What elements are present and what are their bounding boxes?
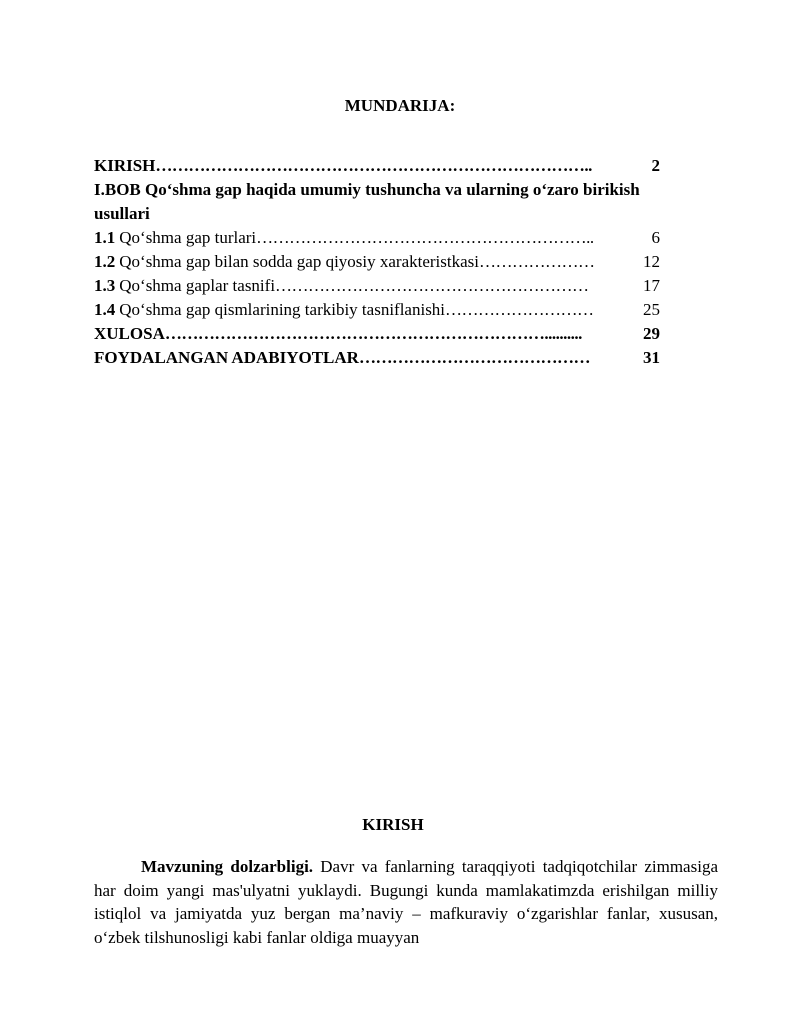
- body-paragraph: [94, 855, 718, 949]
- toc-label: XULOSA: [94, 324, 165, 343]
- toc-label: Qo‘shma gap bilan sodda gap qiyosiy xarakteristkasi: [119, 252, 480, 271]
- toc-leader: ……………………………………………………………………..: [155, 156, 592, 175]
- toc-leader: …………………: [479, 252, 595, 271]
- toc-page-number: 29: [643, 324, 660, 343]
- toc-page-number: 12: [643, 252, 660, 271]
- toc-leader: ……………………………………………………………..........: [164, 324, 582, 343]
- toc-row-adabiyotlar[interactable]: [94, 346, 660, 370]
- toc-chapter-heading[interactable]: I.BOB Qo‘shma gap haqida umumiy tushuncha va ularning o‘zaro birikish usullari: [94, 180, 640, 223]
- toc-row-1-4[interactable]: [94, 298, 660, 322]
- toc-leader: ……………………………………: [358, 348, 590, 367]
- paragraph-text: Davr va fanlarning taraqqiyoti tadqiqotchilar zimmasiga har doim yangi mas'ulyatni yuklaydi. Bugungi kunda mamlakatimzda erishilgan milliy istiqlol va jamiyatda yuz bergan ma’naviy – mafkuraviy o‘zgarishlar fanlar, xususan, o‘zbek tilshunosligi kabi fanlar oldiga muayyan: [94, 857, 718, 947]
- toc-label: Qo‘shma gap turlari: [119, 228, 257, 247]
- toc-page-number: 25: [643, 300, 660, 319]
- toc-row-1-2[interactable]: [94, 250, 660, 274]
- toc-number: 1.3: [94, 276, 116, 295]
- table-of-contents: [94, 154, 660, 370]
- toc-row-kirish[interactable]: [94, 154, 660, 178]
- toc-row-xulosa[interactable]: [94, 322, 660, 346]
- toc-leader: …………………………………………………: [275, 276, 589, 295]
- toc-leader: ………………………: [445, 300, 594, 319]
- toc-label: Qo‘shma gaplar tasnifi: [119, 276, 276, 295]
- paragraph-lead: Mavzuning dolzarbligi.: [141, 857, 314, 876]
- toc-title: MUNDARIJA:: [344, 96, 456, 115]
- toc-number: 1.1: [94, 228, 116, 247]
- toc-row-1-1[interactable]: [94, 226, 660, 250]
- toc-label: KIRISH: [94, 156, 156, 175]
- toc-number: 1.4: [94, 300, 116, 319]
- toc-label: Qo‘shma gap qismlarining tarkibiy tasniflanishi: [119, 300, 446, 319]
- toc-page-number: 17: [643, 276, 660, 295]
- toc-label: FOYDALANGAN ADABIYOTLAR: [94, 348, 359, 367]
- toc-number: 1.2: [94, 252, 116, 271]
- toc-page-number: 6: [651, 228, 660, 247]
- section-title: KIRISH: [362, 815, 424, 834]
- toc-leader: ……………………………………………………..: [256, 228, 594, 247]
- toc-page-number: 2: [651, 156, 660, 175]
- toc-row-1-3[interactable]: [94, 274, 660, 298]
- toc-page-number: 31: [643, 348, 660, 367]
